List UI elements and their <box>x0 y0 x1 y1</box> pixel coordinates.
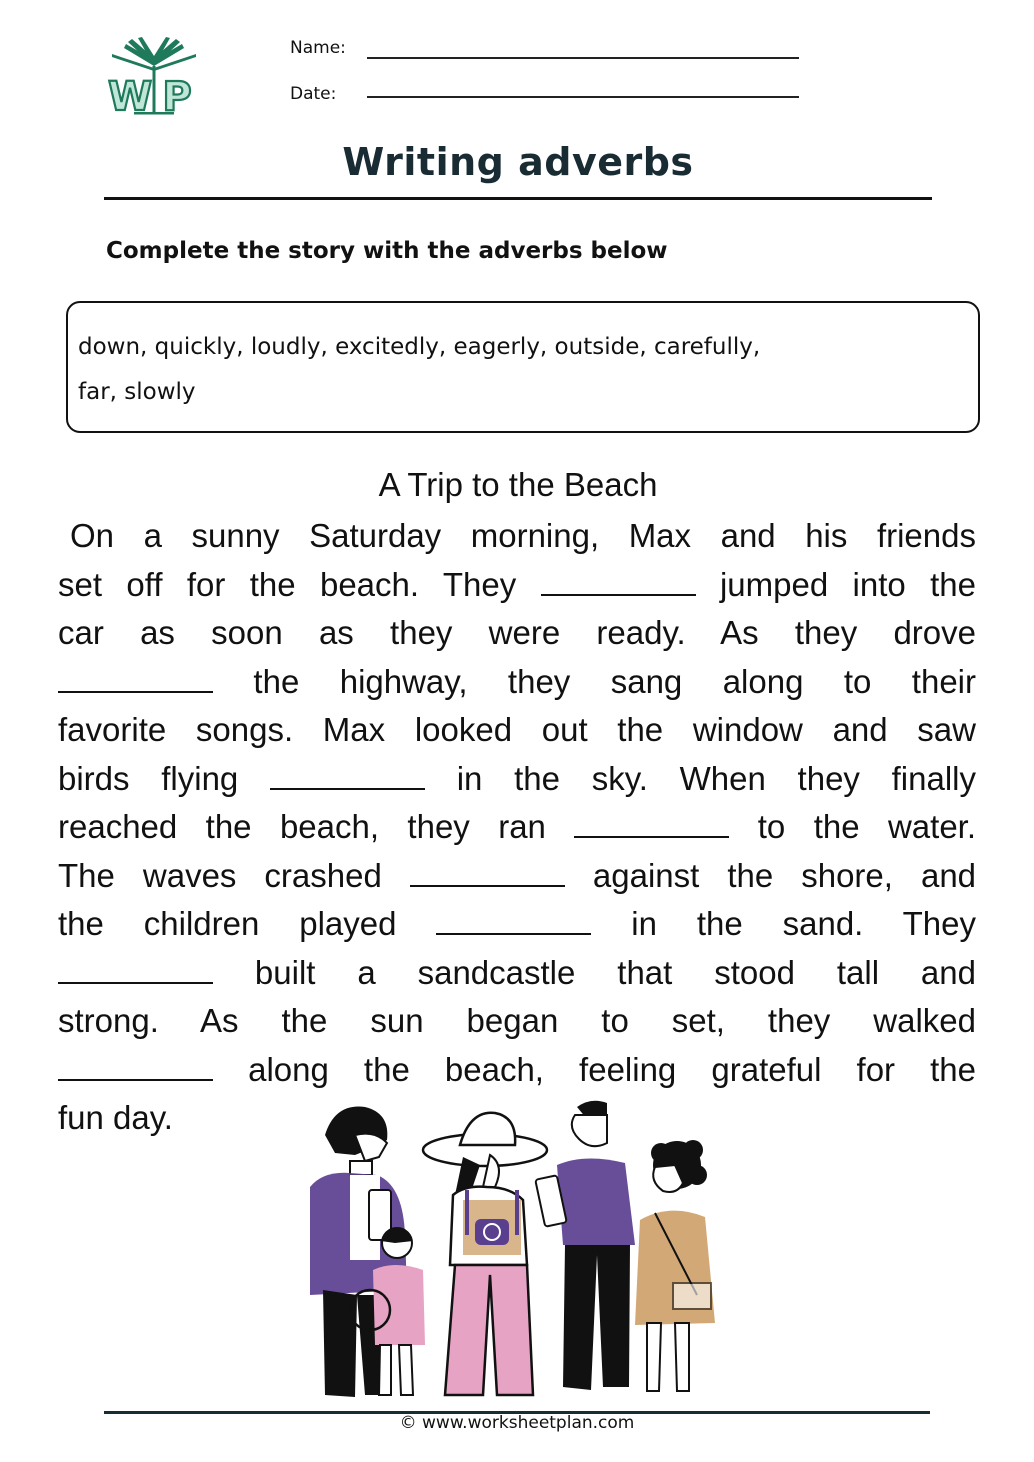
word-bank-line-2: far, slowly <box>78 379 196 405</box>
woman-hat-camera-figure <box>423 1113 547 1395</box>
story-text-segment: against the shore, and <box>592 856 977 894</box>
answer-blank-3[interactable] <box>270 762 425 790</box>
story-line <box>58 658 976 707</box>
story-text <box>58 512 976 1143</box>
story-text-segment: the children played <box>58 905 397 942</box>
story-text-segment: in the sky. When they finally <box>456 759 977 797</box>
story-line <box>58 949 976 998</box>
story-text-segment: built a sandcastle that stood tall and <box>254 953 976 991</box>
story-text-segment: set off for the beach. They <box>58 565 517 603</box>
story-line <box>58 803 976 852</box>
story-line <box>58 852 976 901</box>
story-line <box>58 755 976 804</box>
story-text-segment: reached the beach, they ran <box>58 808 546 845</box>
name-input-line[interactable] <box>367 57 799 59</box>
date-input-line[interactable] <box>367 96 799 98</box>
story-text-segment: along the beach, feeling grateful for the <box>248 1050 976 1088</box>
answer-blank-2[interactable] <box>58 665 213 693</box>
story-text-segment: fun day. <box>58 1099 173 1136</box>
footer-copyright: © www.worksheetplan.com <box>399 1413 635 1433</box>
answer-blank-6[interactable] <box>436 907 591 935</box>
date-label: Date: <box>290 84 337 104</box>
svg-text:W: W <box>107 74 153 118</box>
story-text-segment: car as soon as they were ready. As they drove <box>58 614 976 651</box>
word-bank-box <box>66 301 980 433</box>
story-title: A Trip to the Beach <box>378 466 658 503</box>
story-text-segment: strong. As the sun began to set, they walked <box>58 1002 976 1039</box>
answer-blank-1[interactable] <box>541 568 696 596</box>
story-line <box>58 1046 976 1095</box>
story-line <box>58 706 976 755</box>
answer-blank-5[interactable] <box>410 859 565 887</box>
answer-blank-4[interactable] <box>574 810 729 838</box>
story-text-segment: The waves crashed <box>58 856 382 894</box>
answer-blank-7[interactable] <box>58 956 213 984</box>
story-text-segment: to the water. <box>757 808 977 845</box>
story-text-segment: favorite songs. Max looked out the window and saw <box>58 711 976 748</box>
beach-friends-illustration <box>295 1095 735 1410</box>
name-label: Name: <box>290 38 346 58</box>
answer-blank-8[interactable] <box>58 1053 213 1081</box>
story-line <box>58 900 976 949</box>
story-text-segment: the highway, they sang along to their <box>253 662 976 700</box>
story-line <box>58 561 976 610</box>
word-bank-line-1: down, quickly, loudly, excitedly, eagerly, outside, carefully, <box>78 334 761 360</box>
story-line <box>58 609 976 658</box>
story-text-segment: in the sand. They <box>631 905 977 942</box>
title-divider <box>104 197 932 200</box>
svg-text:P: P <box>162 74 192 118</box>
story-text-segment: On a sunny Saturday morning, Max and his friends <box>70 517 976 554</box>
story-text-segment: birds flying <box>58 759 239 797</box>
story-line <box>58 997 976 1046</box>
worksheetplan-logo-icon <box>104 36 204 118</box>
instruction-text: Complete the story with the adverbs below <box>106 238 668 264</box>
man-purple-shirt-figure <box>535 1101 635 1390</box>
worksheet-title: Writing adverbs <box>342 140 694 184</box>
story-line <box>58 512 976 561</box>
story-text-segment: jumped into the <box>719 565 977 603</box>
child-tan-dress-figure <box>635 1140 715 1391</box>
